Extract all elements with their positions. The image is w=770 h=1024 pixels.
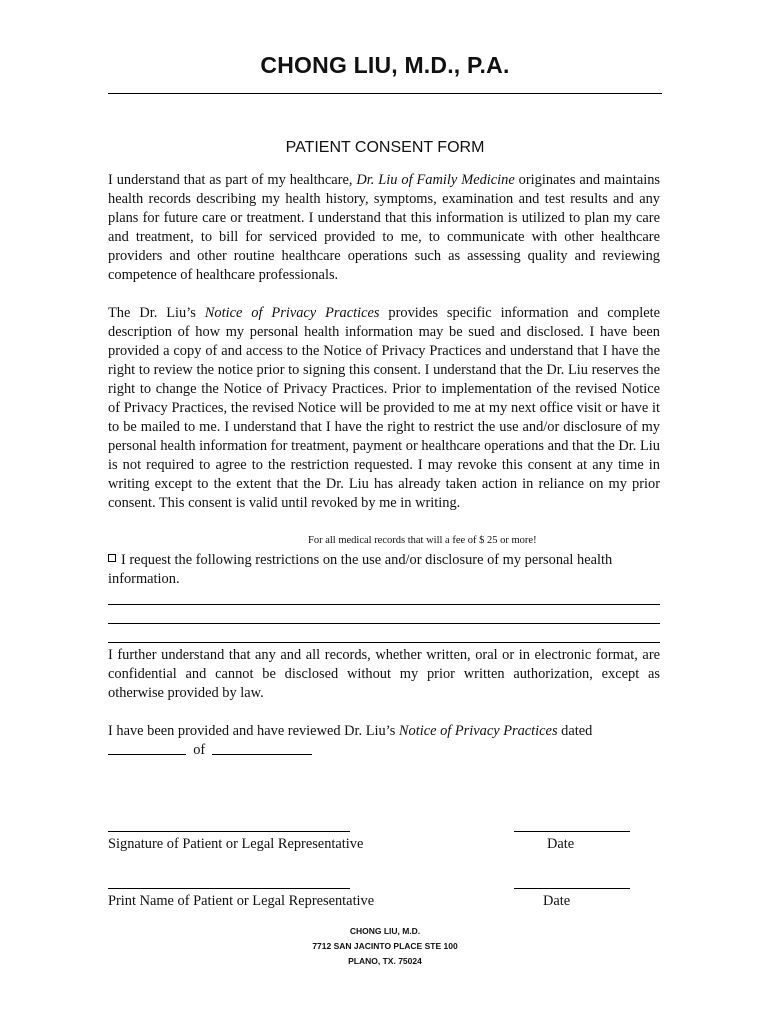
restriction-checkbox[interactable] <box>108 554 116 562</box>
footer-name: CHONG LIU, M.D. <box>349 926 421 936</box>
footer-address-block <box>0 924 770 969</box>
restriction-request <box>108 551 660 589</box>
notice-year-blank[interactable] <box>212 741 312 755</box>
p4-text-start: I have been provided and have reviewed Dr. Liu’s <box>108 723 399 739</box>
p1-practice-name: Dr. Liu of Family Medicine <box>356 172 515 188</box>
restriction-line-3[interactable] <box>108 642 660 643</box>
p2-text-end: provides specific information and complete description of how my personal health information may be sued and disclosed. I have been provided a copy of and access to the Notice of Privacy Practices and understand that I have the right to review the notice prior to signing this consent. I understand that the Dr. Liu reserves the right to change the Notice of Privacy Practices. Prior to implementation of the revised Notice of Privacy Practices, the revised Notice will be provided to me at my next office visit or have it to be mailed to me. I understand that I have the right to restrict the use and/or disclosure of my personal health information for treatment, payment or healthcare operations and that the Dr. Liu is not required to agree to the restriction requested. I may revoke this consent at any time in writing except to the extent that the Dr. Liu has already taken action in reliance on my prior consent. This consent is valid until revoked by me in writing. <box>108 305 660 511</box>
restriction-text: I request the following restrictions on the use and/or disclosure of my personal health information. <box>108 552 613 587</box>
p2-text-start: The Dr. Liu’s <box>108 305 205 321</box>
print-name-date-line[interactable] <box>514 888 630 889</box>
print-name-line[interactable] <box>108 888 350 889</box>
privacy-notice-paragraph <box>108 304 660 513</box>
title-divider <box>108 93 662 94</box>
restriction-line-2[interactable] <box>108 623 660 624</box>
healthcare-records-paragraph <box>108 171 660 285</box>
signature-label: Signature of Patient or Legal Representative <box>108 836 364 852</box>
p2-notice-title: Notice of Privacy Practices <box>204 305 380 321</box>
notice-received-statement <box>108 722 660 760</box>
footer-city: PLANO, TX. 75024 <box>348 956 422 966</box>
notice-date-blank[interactable] <box>108 741 186 755</box>
p1-text-end: originates and maintains health records describing my health history, symptoms, examination and test results and any plans for future care or treatment. I understand that this information is utilized to plan my care and treatment, to bill for serviced provided to me, to communicate with other healthcare providers and other routine healthcare operations such as assessing quality and reviewing competence of healthcare professionals. <box>108 172 660 283</box>
footer-street: 7712 SAN JACINTO PLACE STE 100 <box>312 941 458 951</box>
p4-text-end: dated <box>557 723 593 739</box>
print-name-date-label: Date <box>543 893 571 909</box>
form-title: PATIENT CONSENT FORM <box>285 139 485 156</box>
p4-notice-title: Notice of Privacy Practices <box>398 723 558 739</box>
restriction-line-1[interactable] <box>108 604 660 605</box>
signature-date-label: Date <box>547 836 575 852</box>
records-fee-note: For all medical records that will a fee of $ 25 or more! <box>308 535 537 546</box>
p1-text-start: I understand that as part of my healthcare, <box>108 172 357 188</box>
of-word: of <box>193 742 206 758</box>
signature-line[interactable] <box>108 831 350 832</box>
print-name-label: Print Name of Patient or Legal Representative <box>108 893 375 909</box>
signature-date-line[interactable] <box>514 831 630 832</box>
practice-title: CHONG LIU, M.D., P.A. <box>260 52 510 78</box>
confidentiality-paragraph: I further understand that any and all records, whether written, oral or in electronic format, are confidential and cannot be disclosed without my prior written authorization, except as otherwise provided by law. <box>108 647 660 701</box>
